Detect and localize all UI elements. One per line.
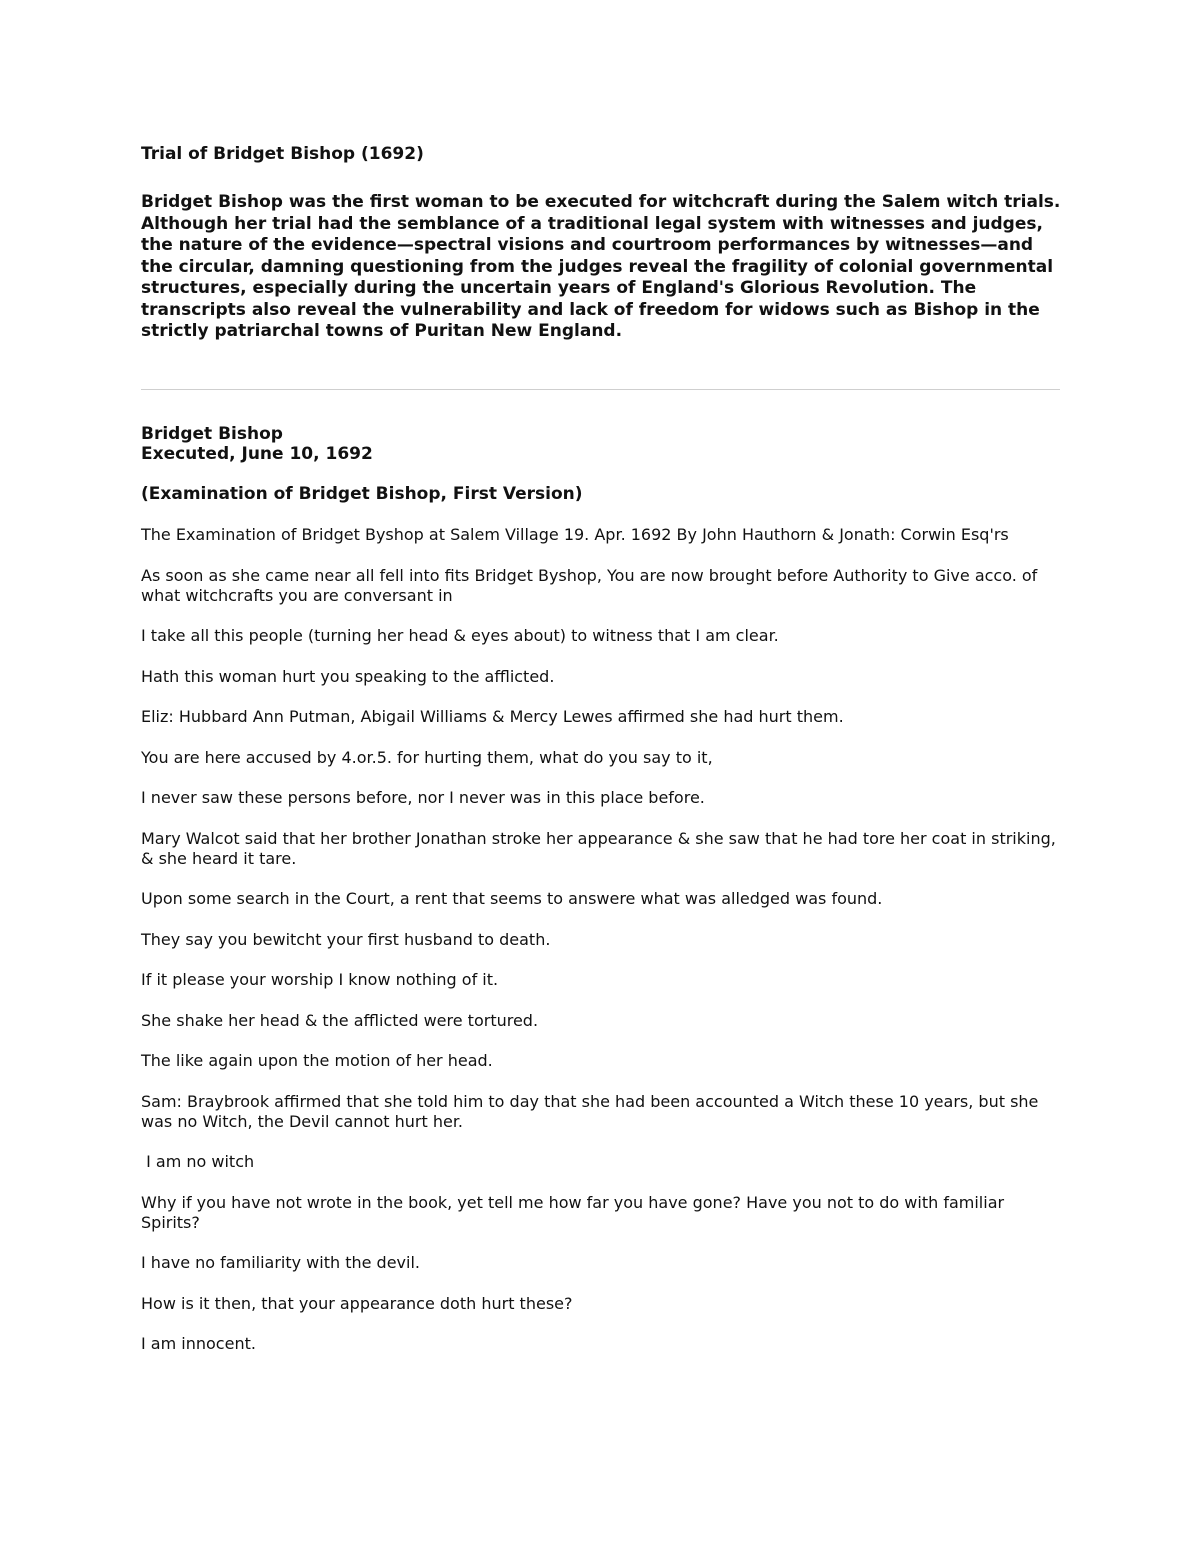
transcript-paragraph: The Examination of Bridget Byshop at Salem Village 19. Apr. 1692 By John Hauthorn & Jonath: Corwin Esq'rs — [141, 525, 1009, 544]
transcript-paragraph: They say you bewitcht your first husband to death. — [141, 929, 551, 949]
transcript — [141, 525, 1061, 1375]
transcript-paragraph: Mary Walcot said that her brother Jonathan stroke her appearance & she saw that he had tore her coat in striking, & she heard it tare. — [141, 828, 1056, 868]
subject-heading — [141, 424, 373, 464]
transcript-paragraph: She shake her head & the afflicted were tortured. — [141, 1010, 539, 1030]
subject-executed-date: Executed, June 10, 1692 — [141, 444, 373, 464]
transcript-paragraph: Upon some search in the Court, a rent that seems to answere what was alledged was found. — [141, 889, 883, 908]
subject-name: Bridget Bishop — [141, 424, 283, 444]
transcript-paragraph: Why if you have not wrote in the book, yet tell me how far you have gone? Have you not to do with familiar Spirits? — [141, 1192, 1005, 1232]
transcript-paragraph: I never saw these persons before, nor I never was in this place before. — [141, 788, 705, 807]
transcript-paragraph: As soon as she came near all fell into fits Bridget Byshop, You are now brought before Authority to Give acco. of what witchcrafts you are conversant in — [141, 565, 1038, 605]
intro-paragraph: Bridget Bishop was the first woman to be executed for witchcraft during the Salem witch trials. Although her trial had the semblance of a traditional legal system with witnesses and judges, the nature of the evidence—spectral visions and courtroom performances by witnesses—and the circular, damning questioning from the judges reveal the fragility of colonial governmental structures, especially during the uncertain years of England's Glorious Revolution. The transcripts also reveal the vulnerability and lack of freedom for widows such as Bishop in the strictly patriarchal towns of Puritan New England. — [141, 192, 1061, 341]
transcript-paragraph: I am innocent. — [141, 1334, 256, 1353]
transcript-paragraph: Eliz: Hubbard Ann Putman, Abigail Williams & Mercy Lewes affirmed she had hurt them. — [141, 707, 844, 726]
transcript-paragraph: The like again upon the motion of her head. — [141, 1051, 493, 1070]
transcript-paragraph: If it please your worship I know nothing of it. — [141, 970, 499, 989]
transcript-paragraph: I am no witch — [141, 1152, 255, 1171]
transcript-paragraph: Sam: Braybrook affirmed that she told him to day that she had been accounted a Witch these 10 years, but she was no Witch, the Devil cannot hurt her. — [141, 1091, 1039, 1131]
examination-title: (Examination of Bridget Bishop, First Version) — [141, 484, 583, 504]
transcript-paragraph: How is it then, that your appearance doth hurt these? — [141, 1293, 573, 1313]
section-divider — [141, 389, 1060, 390]
transcript-paragraph: I have no familiarity with the devil. — [141, 1253, 420, 1272]
transcript-paragraph: You are here accused by 4.or.5. for hurting them, what do you say to it, — [141, 747, 713, 767]
transcript-paragraph: I take all this people (turning her head & eyes about) to witness that I am clear. — [141, 626, 779, 645]
document-title: Trial of Bridget Bishop (1692) — [141, 144, 424, 164]
transcript-paragraph: Hath this woman hurt you speaking to the afflicted. — [141, 666, 555, 686]
